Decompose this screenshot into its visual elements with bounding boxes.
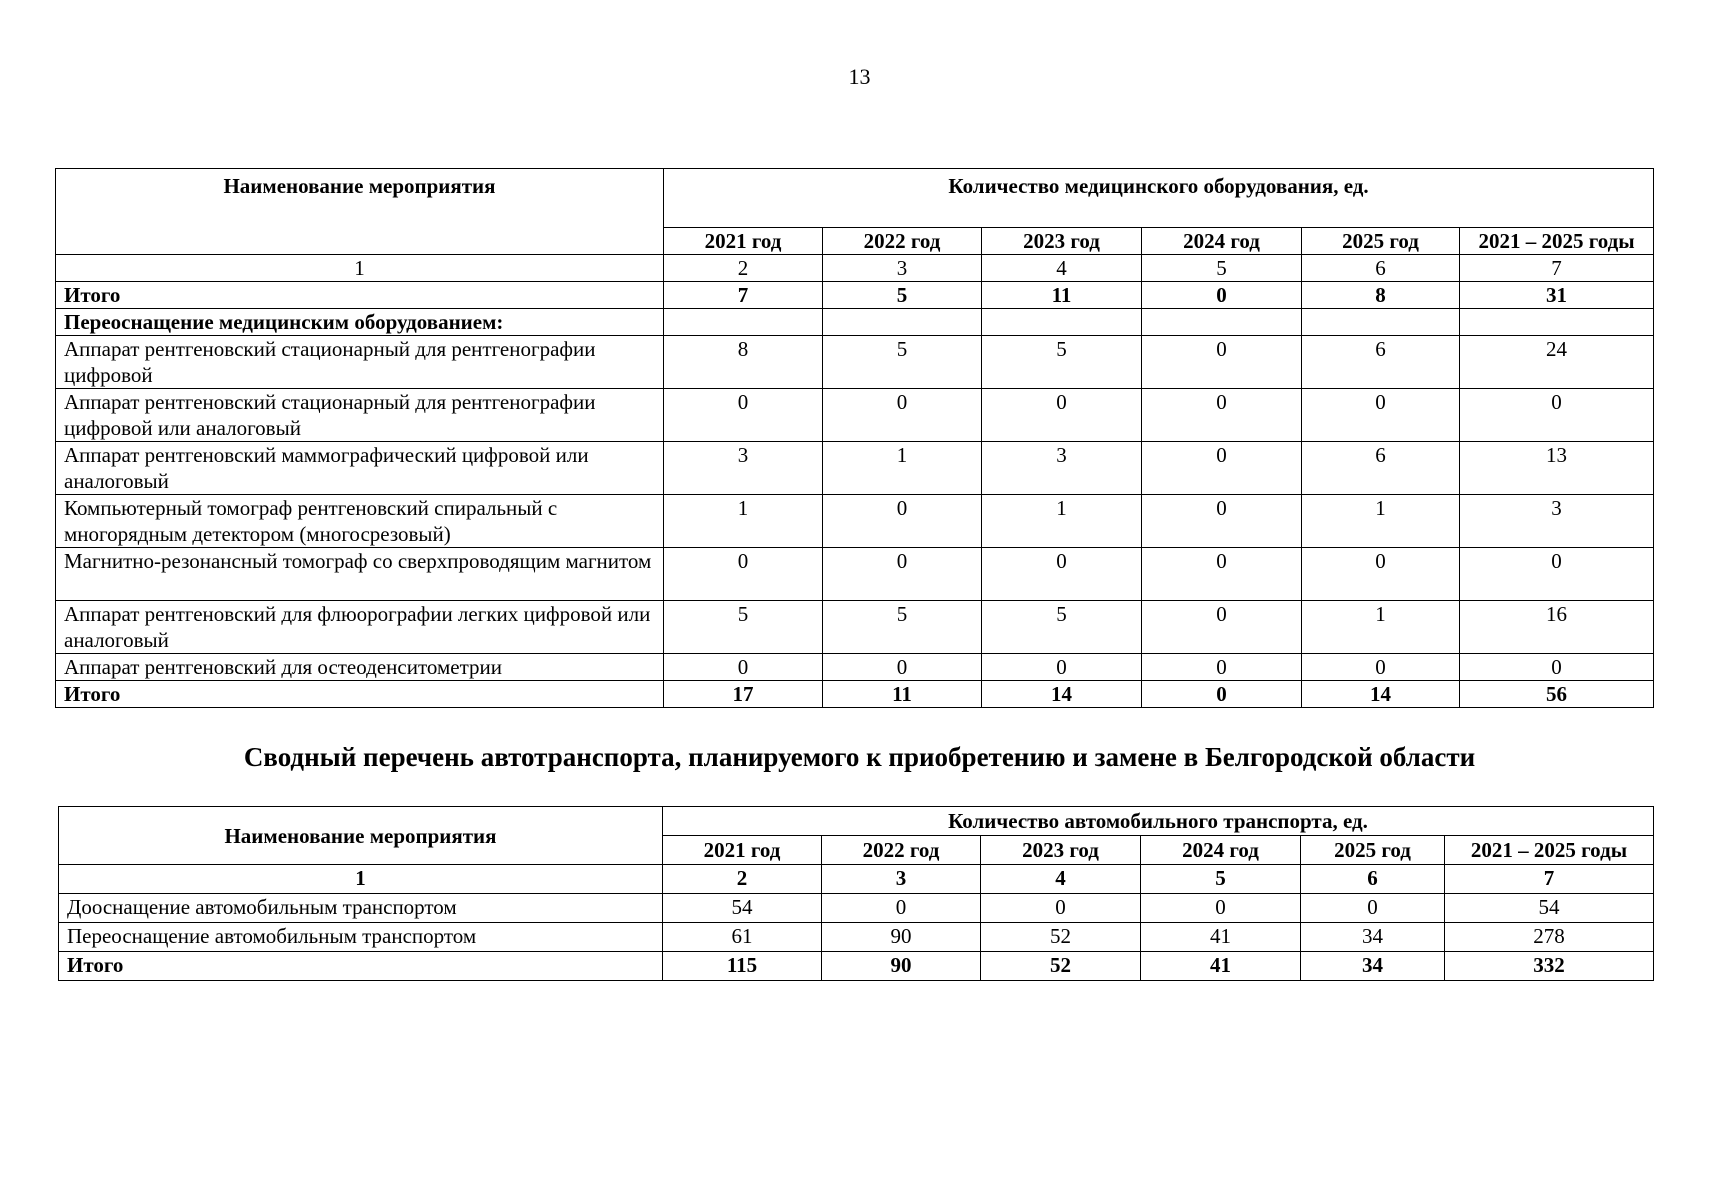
empty-cell — [1302, 309, 1460, 336]
year-header: 2023 год — [981, 836, 1141, 865]
row-value: 0 — [822, 894, 981, 923]
row-value: 11 — [823, 681, 982, 708]
total-row — [59, 952, 1654, 981]
row-value: 0 — [664, 389, 823, 442]
column-number: 5 — [1141, 865, 1301, 894]
empty-cell — [1142, 309, 1302, 336]
row-value: 14 — [1302, 681, 1460, 708]
row-value: 52 — [981, 952, 1141, 981]
year-header: 2023 год — [982, 228, 1142, 255]
row-value: 5 — [982, 336, 1142, 389]
row-value: 16 — [1460, 601, 1654, 654]
row-value: 0 — [1142, 336, 1302, 389]
column-number: 5 — [1142, 255, 1302, 282]
year-header: 2022 год — [822, 836, 981, 865]
row-value: 0 — [1142, 548, 1302, 601]
row-value: 0 — [1460, 654, 1654, 681]
row-value: 0 — [1142, 282, 1302, 309]
table-row — [56, 442, 1654, 495]
year-header: 2021 год — [664, 228, 823, 255]
row-value: 0 — [982, 654, 1142, 681]
row-value: 5 — [823, 601, 982, 654]
row-value: 17 — [664, 681, 823, 708]
table-row — [59, 894, 1654, 923]
row-label: Магнитно-резонансный томограф со сверхпроводящим магнитом — [56, 548, 664, 601]
row-value: 11 — [982, 282, 1142, 309]
year-header: 2021 – 2025 годы — [1460, 228, 1654, 255]
page-number: 13 — [848, 64, 871, 89]
row-value: 0 — [1302, 654, 1460, 681]
row-label: Переоснащение автомобильным транспортом — [59, 923, 663, 952]
column-number: 2 — [664, 255, 823, 282]
table-row — [56, 495, 1654, 548]
row-value: 1 — [823, 442, 982, 495]
row-value: 0 — [1460, 548, 1654, 601]
row-value: 5 — [823, 336, 982, 389]
row-value: 0 — [1142, 601, 1302, 654]
row-value: 6 — [1302, 442, 1460, 495]
row-label: Итого — [56, 681, 664, 708]
row-value: 332 — [1445, 952, 1654, 981]
row-value: 0 — [823, 654, 982, 681]
row-value: 0 — [1142, 495, 1302, 548]
row-value: 54 — [663, 894, 822, 923]
column-header-group: Количество медицинского оборудования, ед. — [664, 169, 1654, 228]
row-value: 0 — [1142, 654, 1302, 681]
row-label: Аппарат рентгеновский для остеоденситометрии — [56, 654, 664, 681]
row-value: 0 — [1301, 894, 1445, 923]
column-number: 2 — [663, 865, 822, 894]
row-value: 0 — [981, 894, 1141, 923]
column-number-row — [56, 255, 1654, 282]
row-value: 14 — [982, 681, 1142, 708]
row-value: 41 — [1141, 923, 1301, 952]
row-value: 7 — [664, 282, 823, 309]
table-row — [56, 336, 1654, 389]
row-label: Итого — [56, 282, 664, 309]
row-label: Дооснащение автомобильным транспортом — [59, 894, 663, 923]
column-number: 6 — [1301, 865, 1445, 894]
empty-cell — [823, 309, 982, 336]
row-label: Аппарат рентгеновский маммографический цифровой или аналоговый — [56, 442, 664, 495]
column-number: 1 — [59, 865, 663, 894]
row-value: 0 — [823, 548, 982, 601]
table-row — [56, 601, 1654, 654]
column-header-name: Наименование мероприятия — [59, 807, 663, 865]
section-heading: Сводный перечень автотранспорта, планируемого к приобретению и замене в Белгородской области — [243, 742, 1476, 772]
section-label: Переоснащение медицинским оборудованием: — [56, 309, 664, 336]
table-row — [59, 923, 1654, 952]
column-number: 3 — [823, 255, 982, 282]
column-header-name: Наименование мероприятия — [56, 169, 664, 255]
row-value: 0 — [664, 548, 823, 601]
row-label: Компьютерный томограф рентгеновский спиральный с многорядным детектором (многосрезовый) — [56, 495, 664, 548]
row-value: 90 — [822, 923, 981, 952]
year-header: 2021 – 2025 годы — [1445, 836, 1654, 865]
row-value: 0 — [1302, 389, 1460, 442]
row-value: 34 — [1301, 923, 1445, 952]
row-value: 1 — [664, 495, 823, 548]
year-header: 2024 год — [1141, 836, 1301, 865]
column-number: 7 — [1445, 865, 1654, 894]
row-label: Аппарат рентгеновский стационарный для рентгенографии цифровой или аналоговый — [56, 389, 664, 442]
row-value: 34 — [1301, 952, 1445, 981]
row-value: 3 — [1460, 495, 1654, 548]
table-row — [56, 548, 1654, 601]
row-value: 115 — [663, 952, 822, 981]
year-header: 2021 год — [663, 836, 822, 865]
row-value: 31 — [1460, 282, 1654, 309]
row-value: 0 — [1142, 442, 1302, 495]
column-number: 4 — [982, 255, 1142, 282]
medical-equipment-table — [55, 168, 1654, 708]
row-value: 6 — [1302, 336, 1460, 389]
row-value: 8 — [1302, 282, 1460, 309]
column-number: 7 — [1460, 255, 1654, 282]
row-value: 41 — [1141, 952, 1301, 981]
row-value: 5 — [982, 601, 1142, 654]
row-value: 90 — [822, 952, 981, 981]
section-row — [56, 309, 1654, 336]
row-value: 0 — [1141, 894, 1301, 923]
row-value: 56 — [1460, 681, 1654, 708]
row-value: 0 — [982, 389, 1142, 442]
row-value: 1 — [982, 495, 1142, 548]
row-value: 24 — [1460, 336, 1654, 389]
row-value: 0 — [823, 389, 982, 442]
empty-cell — [982, 309, 1142, 336]
total-row — [56, 681, 1654, 708]
year-header: 2025 год — [1301, 836, 1445, 865]
column-number: 4 — [981, 865, 1141, 894]
row-value: 54 — [1445, 894, 1654, 923]
year-header: 2024 год — [1142, 228, 1302, 255]
row-value: 1 — [1302, 495, 1460, 548]
column-number: 1 — [56, 255, 664, 282]
row-value: 278 — [1445, 923, 1654, 952]
row-value: 0 — [1460, 389, 1654, 442]
row-label: Аппарат рентгеновский стационарный для рентгенографии цифровой — [56, 336, 664, 389]
row-value: 1 — [1302, 601, 1460, 654]
table-row — [56, 389, 1654, 442]
total-row — [56, 282, 1654, 309]
row-value: 61 — [663, 923, 822, 952]
row-value: 8 — [664, 336, 823, 389]
vehicle-table — [58, 806, 1654, 981]
column-number-row — [59, 865, 1654, 894]
empty-cell — [664, 309, 823, 336]
row-value: 5 — [823, 282, 982, 309]
row-value: 0 — [664, 654, 823, 681]
row-value: 0 — [1142, 681, 1302, 708]
column-number: 3 — [822, 865, 981, 894]
row-value: 13 — [1460, 442, 1654, 495]
row-label: Аппарат рентгеновский для флюорографии легких цифровой или аналоговый — [56, 601, 664, 654]
row-value: 3 — [982, 442, 1142, 495]
row-label: Итого — [59, 952, 663, 981]
row-value: 0 — [823, 495, 982, 548]
row-value: 0 — [1142, 389, 1302, 442]
row-value: 52 — [981, 923, 1141, 952]
year-header: 2022 год — [823, 228, 982, 255]
row-value: 3 — [664, 442, 823, 495]
empty-cell — [1460, 309, 1654, 336]
table-row — [56, 654, 1654, 681]
row-value: 0 — [1302, 548, 1460, 601]
row-value: 0 — [982, 548, 1142, 601]
column-number: 6 — [1302, 255, 1460, 282]
year-header: 2025 год — [1302, 228, 1460, 255]
column-header-group: Количество автомобильного транспорта, ед. — [663, 807, 1654, 836]
row-value: 5 — [664, 601, 823, 654]
